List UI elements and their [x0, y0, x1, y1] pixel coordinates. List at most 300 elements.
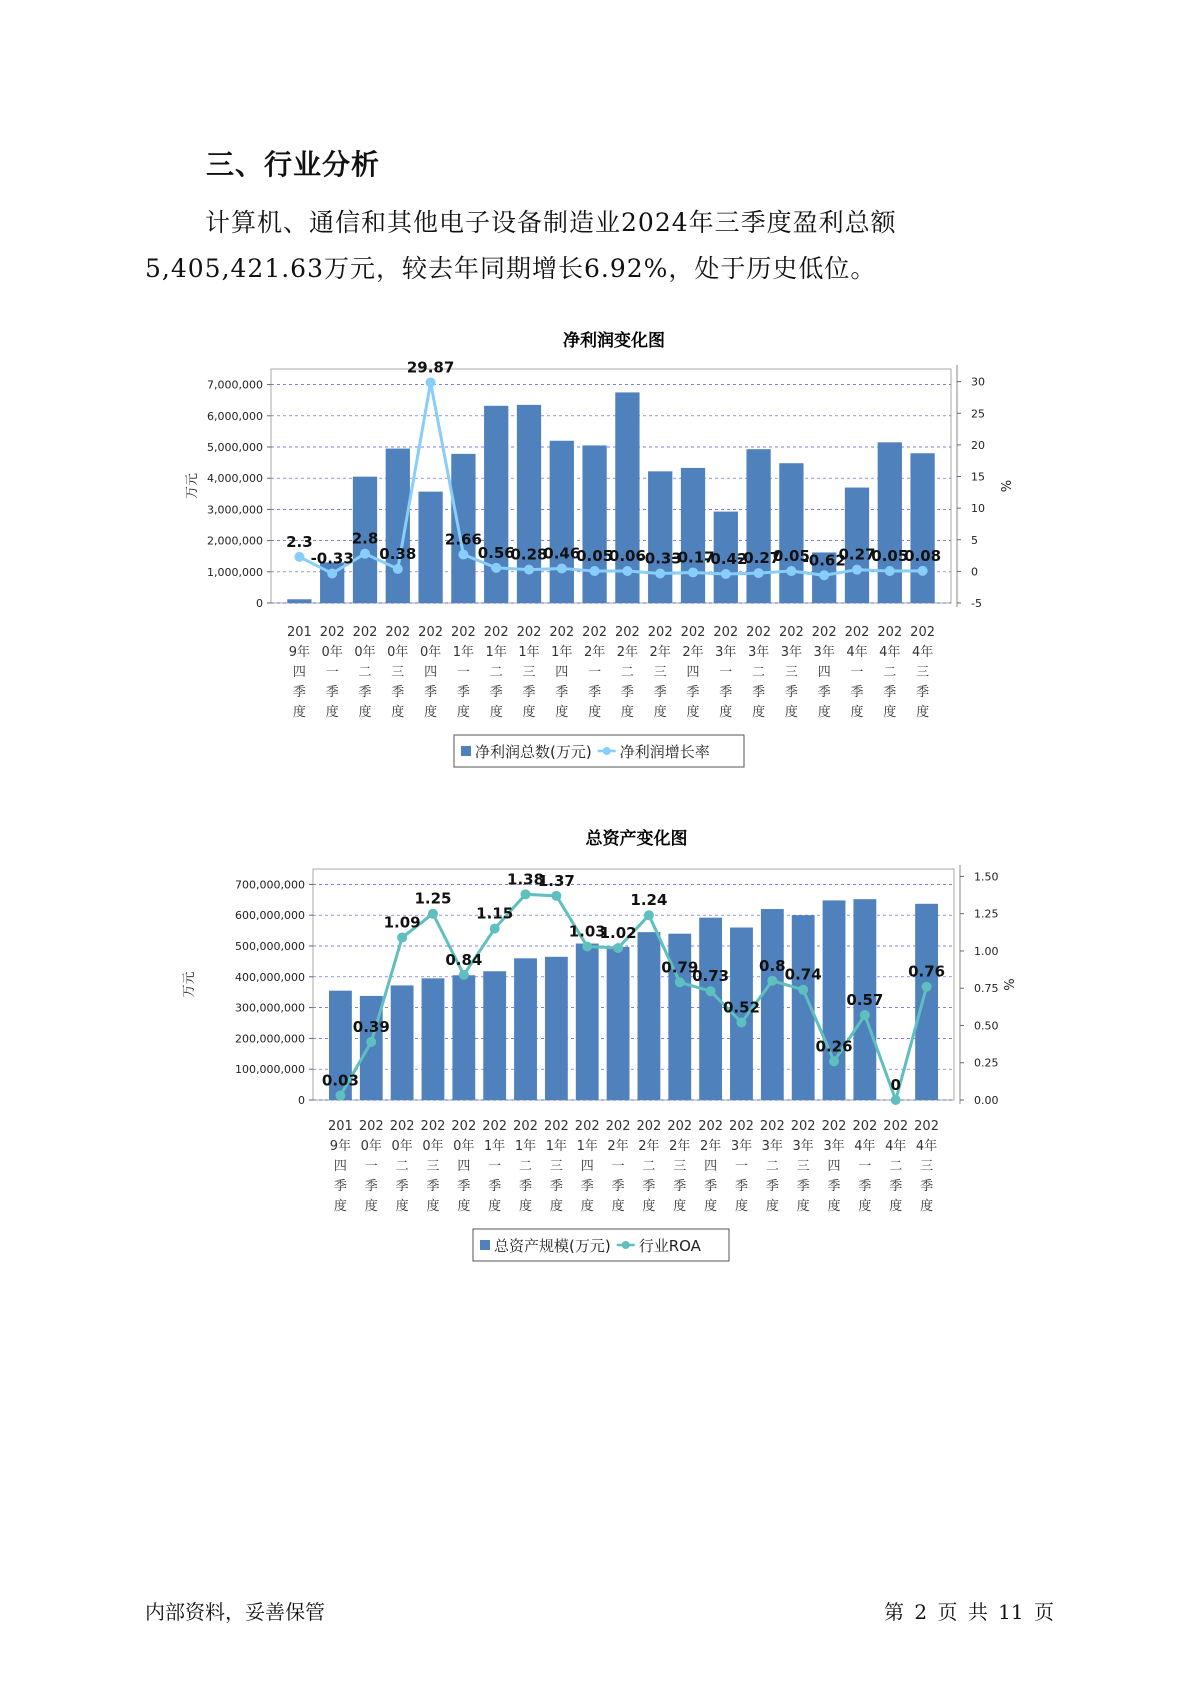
bar — [287, 599, 311, 603]
x-label-line: 202 — [543, 1119, 569, 1134]
y-tick-label: 6,000,000 — [207, 409, 263, 423]
x-label-line: 度 — [719, 705, 733, 720]
x-label-line: 201 — [328, 1119, 353, 1134]
bar — [638, 932, 661, 1100]
x-label-line: 季 — [424, 685, 438, 700]
y-tick-label: 600,000,000 — [235, 909, 305, 923]
bar — [418, 492, 442, 603]
y-tick-label: 400,000,000 — [235, 970, 305, 984]
x-label-line: 季 — [796, 1179, 810, 1194]
x-label-line: 季 — [686, 685, 700, 700]
data-label: 0.08 — [904, 546, 942, 565]
legend-label-line: 净利润增长率 — [619, 743, 710, 761]
x-label-line: 0年 — [387, 645, 409, 660]
y2-tick-label: 10 — [971, 502, 985, 516]
x-label-line: 202 — [516, 625, 542, 640]
y-tick-label: 100,000,000 — [235, 1063, 305, 1077]
x-label-line: 1年 — [551, 645, 573, 660]
x-label-line: 度 — [489, 705, 503, 720]
x-label-line: 2年 — [699, 1139, 722, 1154]
x-category-label — [353, 625, 378, 720]
y-tick-label: 500,000,000 — [235, 940, 305, 953]
x-label-line: 度 — [588, 705, 602, 720]
summary-line-2: 5,405,421.63万元，较去年同期增长6.92%，处于历史低位。 — [145, 254, 877, 283]
bar — [648, 471, 672, 603]
x-category-label — [812, 625, 837, 720]
line-point — [590, 566, 600, 576]
x-label-line: 201 — [286, 625, 312, 640]
y-tick-label: 4,000,000 — [207, 472, 263, 486]
line-point — [852, 565, 862, 575]
x-label-line: 季 — [364, 1179, 378, 1194]
y2-tick-label: 5 — [971, 533, 978, 547]
x-label-line: 二 — [765, 1159, 779, 1174]
data-label: 0.76 — [908, 962, 946, 981]
x-label-line: 二 — [889, 1159, 903, 1174]
x-label-line: 202 — [451, 1119, 477, 1134]
x-label-line: 度 — [916, 705, 930, 720]
data-label: 1.38 — [507, 870, 545, 889]
x-label-line: 0年 — [422, 1139, 444, 1154]
data-label: 0.74 — [784, 965, 822, 984]
y2-tick-label: 0.75 — [974, 982, 999, 996]
y2-axis-title: % — [997, 479, 1012, 493]
x-category-label — [845, 625, 870, 720]
x-label-line: 季 — [391, 685, 405, 700]
bar — [761, 909, 784, 1100]
x-label-line: 度 — [580, 1199, 594, 1214]
bar — [484, 406, 508, 603]
x-category-label — [287, 625, 312, 720]
x-label-line: 二 — [358, 665, 372, 680]
x-label-line: 度 — [292, 705, 306, 720]
x-label-line: 202 — [910, 625, 936, 640]
x-label-line: 4年 — [885, 1139, 907, 1154]
x-category-label — [746, 625, 771, 720]
x-category-label — [390, 1119, 415, 1214]
x-label-line: 202 — [680, 625, 706, 640]
x-label-line: 三 — [653, 665, 667, 680]
x-label-line: 季 — [920, 1179, 934, 1194]
data-label: 1.25 — [414, 889, 452, 908]
x-label-line: 季 — [719, 685, 733, 700]
bar — [483, 971, 506, 1100]
y-tick-label: 0 — [298, 1094, 305, 1107]
y2-axis-title: % — [1000, 978, 1015, 991]
y-tick-label: 1,000,000 — [207, 565, 263, 579]
bar — [681, 468, 705, 603]
x-label-line: 202 — [877, 625, 903, 640]
x-label-line: 202 — [389, 1119, 415, 1134]
line-point — [360, 549, 370, 559]
x-label-line: 季 — [817, 685, 831, 700]
data-label: 0.84 — [445, 950, 483, 969]
x-label-line: 季 — [555, 685, 569, 700]
x-label-line: 季 — [519, 1179, 533, 1194]
data-label: 1.15 — [476, 904, 514, 923]
x-label-line: 二 — [883, 665, 897, 680]
section-heading: 三、行业分析 — [206, 148, 381, 181]
x-label-line: 季 — [752, 685, 766, 700]
line-point — [786, 566, 796, 576]
x-label-line: 2年 — [669, 1139, 691, 1154]
line-point — [706, 986, 716, 996]
x-label-line: 3年 — [730, 1139, 753, 1154]
line-point — [819, 570, 829, 580]
x-label-line: 202 — [698, 1119, 724, 1134]
x-label-line: 季 — [580, 1179, 594, 1194]
x-label-line: 202 — [420, 1119, 446, 1134]
x-label-line: 度 — [850, 705, 864, 720]
line-point — [675, 977, 685, 987]
x-category-label — [484, 625, 509, 720]
x-category-label — [910, 625, 935, 720]
x-label-line: 二 — [489, 665, 503, 680]
chart-title: 净利润变化图 — [563, 331, 665, 351]
bar — [779, 463, 803, 603]
x-label-line: 二 — [519, 1159, 533, 1174]
x-label-line: 四 — [424, 665, 438, 680]
x-label-line: 二 — [395, 1159, 409, 1174]
legend-label-line: 行业ROA — [638, 1237, 701, 1255]
footer-page-number: 第 2 页 共 11 页 — [884, 1600, 1054, 1624]
x-label-line: 三 — [426, 1159, 440, 1174]
x-label-line: 202 — [605, 1119, 631, 1134]
x-label-line: 4年 — [846, 645, 868, 660]
data-label: 0.46 — [543, 544, 581, 563]
x-label-line: 二 — [642, 1159, 656, 1174]
x-label-line: 四 — [686, 665, 700, 680]
line-point — [922, 982, 932, 992]
x-label-line: 度 — [457, 1199, 471, 1214]
y-tick-label: 5,000,000 — [207, 441, 263, 454]
line-point — [428, 909, 438, 919]
chart-title: 总资产变化图 — [585, 829, 688, 849]
x-label-line: 二 — [752, 665, 766, 680]
data-label: 2.3 — [286, 532, 313, 551]
y2-tick-label: 25 — [971, 407, 985, 421]
x-label-line: 季 — [457, 1179, 471, 1194]
x-label-line: 四 — [817, 665, 831, 680]
data-label: -0.27 — [736, 549, 781, 568]
x-label-line: 度 — [883, 705, 897, 720]
x-label-line: 0年 — [419, 645, 442, 660]
data-label: 0.38 — [379, 544, 417, 563]
x-label-line: 0年 — [453, 1139, 475, 1154]
x-label-line: 度 — [395, 1199, 409, 1214]
x-label-line: 度 — [784, 705, 798, 720]
legend-label-bar: 总资产规模(万元) — [494, 1237, 611, 1255]
x-label-line: 季 — [916, 685, 930, 700]
y-tick-label: 2,000,000 — [207, 534, 263, 548]
chart-svg — [0, 318, 1191, 778]
line-point — [490, 924, 500, 934]
x-label-line: 度 — [358, 705, 372, 720]
data-label: 29.87 — [406, 358, 455, 377]
data-label: 0.05 — [772, 547, 810, 566]
legend-swatch-point — [622, 1241, 630, 1249]
x-category-label — [713, 625, 738, 720]
bar — [607, 947, 630, 1100]
data-label: 0.39 — [352, 1017, 390, 1036]
x-label-line: 度 — [611, 1199, 625, 1214]
legend-label-bar: 净利润总数(万元) — [475, 743, 592, 761]
x-label-line: 202 — [821, 1119, 847, 1134]
x-label-line: 一 — [850, 665, 864, 680]
x-label-line: 度 — [827, 1199, 841, 1214]
data-label: 1.09 — [383, 913, 421, 932]
x-label-line: 四 — [704, 1159, 718, 1174]
x-category-label — [648, 625, 673, 720]
line-point — [891, 1095, 901, 1105]
y2-tick-label: 0.00 — [974, 1094, 999, 1107]
x-label-line: 1年 — [576, 1139, 598, 1154]
bar — [878, 442, 902, 603]
x-label-line: 4年 — [915, 1139, 938, 1154]
x-label-line: 三 — [549, 1159, 563, 1174]
x-label-line: 2年 — [638, 1139, 660, 1154]
x-label-line: 度 — [549, 1199, 563, 1214]
data-label: 2.8 — [351, 529, 379, 548]
x-label-line: 季 — [549, 1179, 563, 1194]
x-category-label — [760, 1119, 785, 1214]
x-category-label — [582, 625, 607, 720]
x-label-line: 度 — [765, 1199, 779, 1214]
y2-tick-label: -5 — [971, 597, 982, 610]
x-label-line: 202 — [549, 625, 575, 640]
x-label-line: 1年 — [484, 1139, 506, 1154]
x-category-label — [667, 1119, 692, 1214]
x-category-label — [575, 1119, 600, 1214]
y2-tick-label: 15 — [971, 470, 985, 484]
line-point — [885, 566, 895, 576]
x-label-line: 四 — [827, 1159, 841, 1174]
line-point — [557, 563, 567, 573]
x-label-line: 度 — [752, 705, 766, 720]
x-label-line: 度 — [519, 1199, 533, 1214]
chart-svg — [0, 817, 1191, 1277]
x-category-label — [606, 1119, 631, 1214]
x-label-line: 1年 — [452, 645, 475, 660]
x-label-line: 季 — [889, 1179, 903, 1194]
bar — [550, 441, 574, 603]
x-label-line: 度 — [858, 1199, 872, 1214]
x-label-line: 4年 — [911, 645, 934, 660]
x-label-line: 202 — [582, 625, 608, 640]
x-label-line: 度 — [817, 705, 831, 720]
x-label-line: 季 — [653, 685, 667, 700]
x-label-line: 9年 — [329, 1139, 352, 1154]
y2-tick-label: 0.25 — [974, 1056, 999, 1070]
y-tick-label: 700,000,000 — [235, 878, 305, 892]
x-category-label — [698, 1119, 723, 1214]
y-tick-label: 7,000,000 — [207, 378, 263, 392]
y2-tick-label: 0.50 — [974, 1019, 999, 1033]
line-point — [644, 910, 654, 920]
x-label-line: 202 — [513, 1119, 538, 1134]
x-label-line: 202 — [418, 625, 444, 640]
bar — [910, 453, 934, 603]
line-point — [491, 563, 501, 573]
x-label-line: 季 — [358, 685, 372, 700]
x-label-line: 四 — [333, 1159, 347, 1174]
x-label-line: 202 — [636, 1119, 662, 1134]
data-label: 0.56 — [477, 543, 515, 562]
x-label-line: 3年 — [823, 1139, 845, 1154]
x-label-line: 3年 — [813, 645, 835, 660]
x-label-line: 202 — [790, 1119, 816, 1134]
x-label-line: 季 — [883, 685, 897, 700]
x-label-line: 202 — [914, 1119, 939, 1134]
data-label: 0.27 — [838, 545, 876, 564]
x-label-line: 3年 — [715, 645, 737, 660]
x-label-line: 一 — [364, 1159, 378, 1174]
x-label-line: 度 — [734, 1199, 748, 1214]
x-label-line: 一 — [456, 665, 470, 680]
x-label-line: 3年 — [792, 1139, 814, 1154]
x-category-label — [549, 625, 574, 720]
chart-legend — [473, 1229, 729, 1261]
x-label-line: 三 — [784, 665, 798, 680]
bar — [391, 985, 414, 1100]
x-category-label — [513, 1119, 538, 1214]
x-category-label — [883, 1119, 908, 1214]
x-category-label — [482, 1119, 507, 1214]
summary-line-1: 计算机、通信和其他电子设备制造业2024年三季度盈利总额 — [205, 208, 897, 237]
x-label-line: 1年 — [514, 1139, 537, 1154]
x-label-line: 季 — [489, 685, 503, 700]
x-category-label — [320, 625, 345, 720]
line-point — [459, 970, 469, 980]
x-category-label — [421, 1119, 446, 1214]
x-label-line: 202 — [352, 625, 378, 640]
x-label-line: 202 — [483, 625, 509, 640]
x-category-label — [385, 625, 410, 720]
x-category-label — [681, 625, 706, 720]
x-label-line: 度 — [673, 1199, 687, 1214]
x-label-line: 季 — [642, 1179, 656, 1194]
x-label-line: 三 — [673, 1159, 687, 1174]
x-label-line: 一 — [719, 665, 733, 680]
x-label-line: 202 — [729, 1119, 754, 1134]
y-axis-title: 万元 — [182, 971, 197, 998]
x-category-label — [451, 625, 476, 720]
x-label-line: 202 — [883, 1119, 909, 1134]
x-label-line: 202 — [614, 625, 640, 640]
bar — [545, 957, 568, 1100]
bar — [746, 449, 770, 603]
x-category-label — [822, 1119, 847, 1214]
line-point — [688, 567, 698, 577]
x-category-label — [517, 625, 542, 720]
x-label-line: 度 — [920, 1199, 934, 1214]
chart-legend — [454, 735, 744, 767]
data-label: 1.24 — [630, 891, 668, 910]
data-label: 0.57 — [846, 991, 884, 1010]
x-label-line: 202 — [358, 1119, 384, 1134]
x-label-line: 一 — [588, 665, 602, 680]
x-label-line: 3年 — [747, 645, 770, 660]
x-label-line: 四 — [457, 1159, 471, 1174]
data-label: -0.42 — [704, 550, 748, 569]
x-label-line: 一 — [734, 1159, 748, 1174]
data-label: 0.52 — [722, 998, 760, 1017]
legend-swatch-bar — [480, 1240, 490, 1250]
bar — [823, 900, 846, 1100]
x-label-line: 季 — [734, 1179, 748, 1194]
x-label-line: 季 — [456, 685, 470, 700]
x-label-line: 度 — [488, 1199, 502, 1214]
data-label: 0.28 — [510, 545, 548, 564]
bar — [514, 958, 537, 1100]
x-label-line: 度 — [796, 1199, 810, 1214]
x-label-line: 202 — [713, 625, 739, 640]
x-label-line: 2年 — [682, 645, 704, 660]
x-label-line: 202 — [778, 625, 804, 640]
x-label-line: 202 — [844, 625, 870, 640]
data-label: -0.33 — [638, 549, 682, 568]
bar — [699, 918, 722, 1100]
x-label-line: 季 — [426, 1179, 440, 1194]
x-label-line: 1年 — [518, 645, 540, 660]
x-label-line: 202 — [385, 625, 411, 640]
data-label: -0.33 — [310, 549, 354, 568]
x-label-line: 季 — [395, 1179, 409, 1194]
x-label-line: 2年 — [583, 645, 606, 660]
data-label: 0.73 — [692, 967, 730, 986]
line-point — [521, 889, 531, 899]
bar — [452, 975, 475, 1100]
x-label-line: 季 — [827, 1179, 841, 1194]
x-label-line: 季 — [292, 685, 306, 700]
summary-paragraph — [145, 200, 1045, 292]
bar — [576, 944, 599, 1100]
x-label-line: 四 — [292, 665, 306, 680]
x-label-line: 季 — [784, 685, 798, 700]
x-label-line: 季 — [858, 1179, 872, 1194]
x-label-line: 202 — [746, 625, 772, 640]
y2-tick-label: 1.25 — [974, 907, 999, 921]
line-point — [860, 1010, 870, 1020]
x-category-label — [451, 1119, 476, 1214]
x-label-line: 0年 — [354, 645, 376, 660]
x-label-line: 三 — [522, 665, 536, 680]
y2-tick-label: 20 — [971, 438, 985, 452]
x-label-line: 度 — [686, 705, 700, 720]
x-label-line: 度 — [653, 705, 667, 720]
line-point — [918, 566, 928, 576]
legend-swatch-point — [603, 747, 611, 755]
x-label-line: 季 — [765, 1179, 779, 1194]
x-label-line: 度 — [364, 1199, 378, 1214]
x-label-line: 一 — [488, 1159, 502, 1174]
x-label-line: 季 — [488, 1179, 502, 1194]
x-category-label — [877, 625, 902, 720]
bar — [915, 904, 938, 1100]
x-label-line: 季 — [588, 685, 602, 700]
x-label-line: 度 — [704, 1199, 718, 1214]
line-point — [622, 566, 632, 576]
line-point — [426, 377, 436, 387]
data-label: 0.06 — [608, 546, 646, 565]
x-category-label — [729, 1119, 754, 1214]
x-label-line: 202 — [811, 625, 837, 640]
line-point — [582, 941, 592, 951]
x-label-line: 度 — [456, 705, 470, 720]
x-label-line: 3年 — [761, 1139, 783, 1154]
x-label-line: 季 — [522, 685, 536, 700]
y-axis-title: 万元 — [185, 472, 200, 500]
